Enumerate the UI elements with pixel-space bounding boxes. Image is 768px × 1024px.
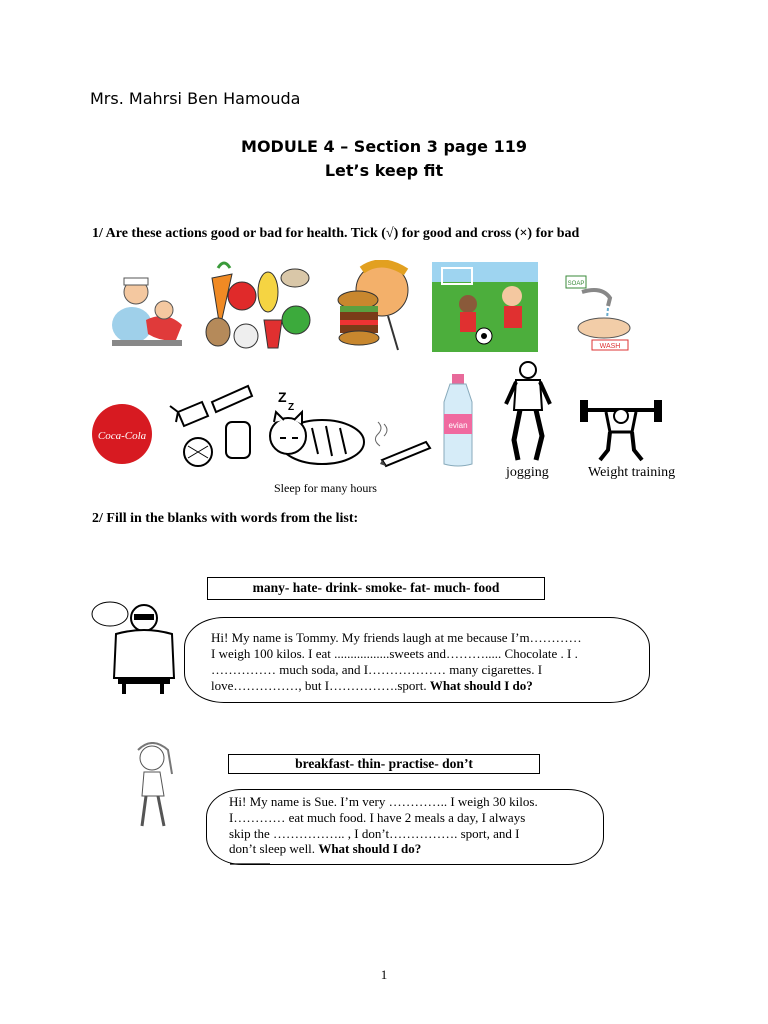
water-bottle-picture — [438, 374, 478, 468]
weight-training-picture — [576, 398, 666, 464]
coca-cola-picture — [90, 402, 154, 466]
cigarette-picture — [370, 420, 432, 468]
sweets-picture — [168, 382, 260, 470]
tommy-line-4: love……………, but I…………….sport. What should I do? — [211, 678, 533, 693]
svg-text:Z: Z — [288, 402, 295, 413]
exercise1-instruction: 1/ Are these actions good or bad for health. Tick (√) for good and cross (×) for bad — [92, 226, 580, 241]
sleeping-cat-picture — [262, 388, 368, 468]
sue-line-3: skip the …………….. , I don’t……………. sport, and I — [229, 826, 520, 841]
sue-line-4: don’t sleep well. What should I do? — [229, 841, 422, 856]
soap-label: SOAP — [567, 281, 585, 287]
wash-label: WASH — [599, 343, 621, 350]
burger-eating-picture — [332, 260, 412, 352]
weight-training-caption: Weight training — [588, 465, 676, 480]
module-subtitle: Let’s keep fit — [324, 161, 444, 180]
sue-line-1: Hi! My name is Sue. I’m very ………….. I weigh 30 kilos. — [229, 794, 538, 809]
module-title: MODULE 4 – Section 3 page 119 — [241, 137, 527, 156]
svg-text:Z: Z — [278, 389, 287, 405]
page-number: 1 — [380, 967, 388, 982]
tommy-line-2: I weigh 100 kilos. I eat .................sweets and………..... Chocolate . I . — [211, 646, 578, 661]
sue-line-2: I………… eat much food. I have 2 meals a day, I always — [229, 810, 526, 825]
vegetables-picture — [198, 258, 314, 352]
tommy-line-1: Hi! My name is Tommy. My friends laugh at me because I’m………… — [211, 630, 582, 645]
sue-picture — [126, 742, 186, 834]
football-picture — [432, 262, 538, 352]
jogging-picture — [498, 360, 560, 464]
author-name: Mrs. Mahrsi Ben Hamouda — [90, 89, 301, 108]
water-brand-label: evian — [448, 421, 468, 430]
sue-word-list: breakfast- thin- practise- don’t — [228, 754, 540, 774]
tommy-word-list: many- hate- drink- smoke- fat- much- food — [207, 577, 545, 600]
bubble-tail — [230, 856, 290, 870]
tommy-picture — [88, 598, 180, 696]
tommy-line-3: …………… much soda, and I……………… many cigarettes. I — [211, 662, 543, 677]
sleep-caption: Sleep for many hours — [274, 481, 377, 495]
coca-cola-logo-text: Coca-Cola — [97, 430, 147, 442]
dentist-picture — [106, 270, 188, 350]
hand-washing-picture — [562, 272, 638, 352]
jogging-caption: jogging — [506, 465, 549, 480]
exercise2-instruction: 2/ Fill in the blanks with words from the list: — [92, 511, 359, 526]
